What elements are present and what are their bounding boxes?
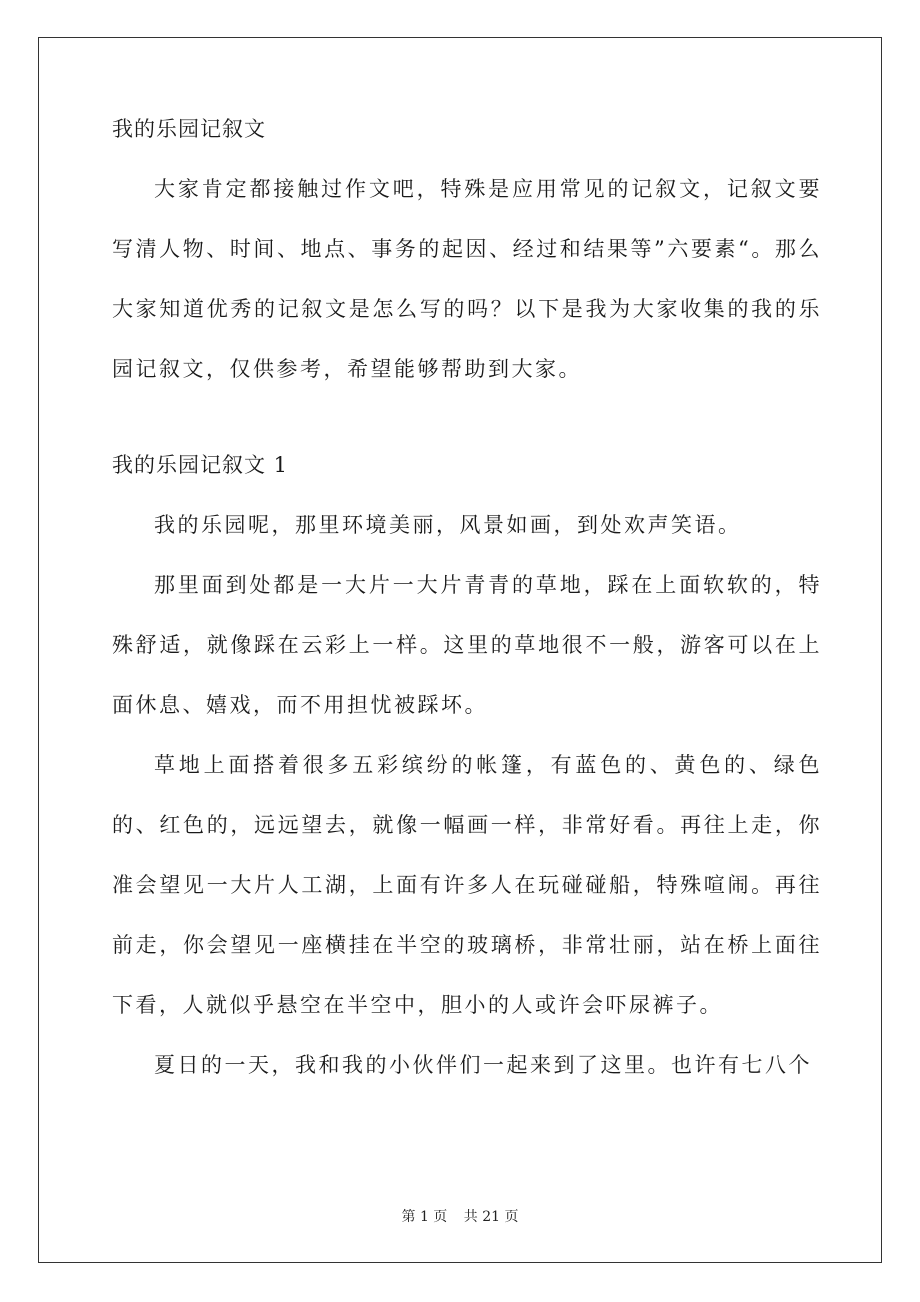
document-title: 我的乐园记叙文 [112, 117, 266, 141]
page-total: 共 21 页 [463, 1209, 519, 1225]
page-number: 第 1 页 [401, 1209, 448, 1225]
paragraph: 那里面到处都是一大片一大片青青的草地，踩在上面软软的，特殊舒适，就像踩在云彩上一样。这里的草地很不一般，游客可以在上面休息、嬉戏，而不用担忧被踩坏。 [112, 573, 822, 717]
page-footer [0, 1206, 920, 1226]
document-body [112, 115, 822, 1095]
paragraph: 夏日的一天，我和我的小伙伴们一起来到了这里。也许有七八个 [154, 1053, 812, 1077]
section-title: 我的乐园记叙文 1 [112, 453, 289, 477]
paragraph: 草地上面搭着很多五彩缤纷的帐篷，有蓝色的、黄色的、绿色的、红色的，远远望去，就像一幅画一样，非常好看。再往上走，你准会望见一大片人工湖，上面有许多人在玩碰碰船，特殊喧闹。再往前走，你会望见一座横挂在半空的玻璃桥，非常壮丽，站在桥上面往下看，人就似乎悬空在半空中，胆小的人或许会吓尿裤子。 [112, 753, 822, 1017]
paragraph: 我的乐园呢，那里环境美丽，风景如画，到处欢声笑语。 [154, 513, 742, 537]
intro-paragraph: 大家肯定都接触过作文吧，特殊是应用常见的记叙文，记叙文要写清人物、时间、地点、事务的起因、经过和结果等”六要素“。那么大家知道优秀的记叙文是怎么写的吗？以下是我为大家收集的我的乐园记叙文，仅供参考，希望能够帮助到大家。 [112, 177, 822, 381]
